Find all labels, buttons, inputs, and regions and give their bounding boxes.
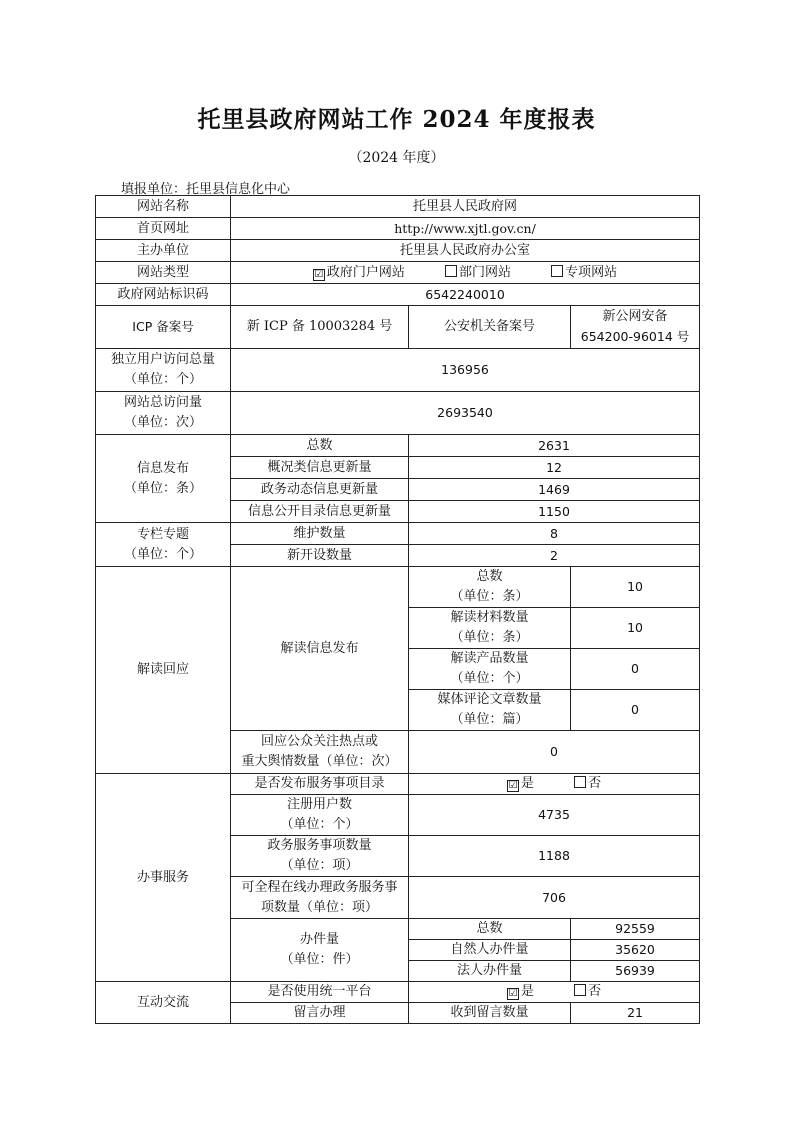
site-code-value: 6542240010 (231, 284, 700, 306)
items-label-line2: （单位：项） (280, 858, 359, 873)
icp-value: 新 ICP 备 10003284 号 (231, 306, 409, 349)
interpret-row-label (409, 649, 571, 690)
pv-label (96, 392, 231, 435)
filing-unit: 填报单位：托里县信息化中心 (121, 182, 291, 197)
interpret-row-label-line2: （单位：篇） (450, 712, 529, 727)
columns-row-value: 8 (409, 523, 700, 545)
platform-yes-label: 是 (520, 984, 534, 999)
platform-option-yes[interactable] (507, 982, 534, 1002)
columns-group-line1: 专栏专题 (136, 526, 189, 542)
cases-row-value: 56939 (571, 961, 700, 982)
row-columns-maintained (96, 523, 700, 545)
site-name-label: 网站名称 (96, 196, 231, 218)
info-row-value: 1469 (409, 479, 700, 501)
cases-row-value: 92559 (571, 919, 700, 940)
uv-label-line2: （单位：个） (123, 372, 202, 387)
interpret-row-label-line1: 解读产品数量 (450, 651, 529, 666)
response-value: 0 (409, 731, 700, 774)
sponsor-label: 主办单位 (96, 240, 231, 262)
checkbox-icon[interactable] (551, 265, 563, 277)
columns-row-label: 新开设数量 (231, 545, 409, 567)
platform-options (409, 982, 700, 1003)
cases-row-label: 法人办件量 (409, 961, 571, 982)
interpret-row-label (409, 567, 571, 608)
online-label-line1: 可全程在线办理政务服务事 (241, 879, 398, 895)
checkbox-icon[interactable] (445, 265, 457, 277)
cases-row-label: 自然人办件量 (409, 940, 571, 961)
cases-label-line1: 办件量 (299, 932, 339, 947)
interpret-row-label (409, 608, 571, 649)
columns-row-label: 维护数量 (231, 523, 409, 545)
response-label (231, 731, 409, 774)
checkbox-icon[interactable]: ☑ (508, 988, 518, 999)
site-type-options (231, 262, 700, 284)
site-type-label: 网站类型 (96, 262, 231, 284)
interpret-group-label: 解读回应 (96, 567, 231, 774)
interpret-sub-label: 解读信息发布 (231, 567, 409, 731)
psb-label: 公安机关备案号 (409, 306, 571, 349)
row-sponsor (96, 240, 700, 262)
row-site-type (96, 262, 700, 284)
interpret-row-value: 10 (571, 567, 700, 608)
row-unique-visitors (96, 349, 700, 392)
interpret-row-label-line1: 总数 (476, 569, 503, 584)
interpret-row-label-line2: （单位：条） (450, 630, 529, 645)
type-option-special[interactable] (551, 263, 617, 283)
info-row-value: 2631 (409, 435, 700, 457)
sponsor-value: 托里县人民政府办公室 (231, 240, 700, 262)
homepage-url[interactable]: http://www.xjtl.gov.cn/ (231, 218, 700, 240)
columns-group-line2: （单位：个） (123, 546, 202, 562)
row-icp (96, 306, 700, 349)
users-label-line1: 注册用户数 (286, 797, 352, 812)
interpret-row-label-line1: 解读材料数量 (450, 610, 529, 625)
info-row-value: 1150 (409, 501, 700, 523)
checkbox-icon[interactable] (574, 984, 586, 996)
psb-value-line2: 654200-96014 号 (580, 329, 690, 344)
msg-label: 留言办理 (231, 1003, 409, 1024)
catalog-options (409, 774, 700, 795)
cases-label-line2: （单位：件） (280, 952, 359, 967)
row-homepage (96, 218, 700, 240)
row-site-name (96, 196, 700, 218)
type-option-label: 政府门户网站 (326, 264, 405, 280)
info-group-label (96, 435, 231, 523)
cases-row-label: 总数 (409, 919, 571, 940)
uv-label-line1: 独立用户访问总量 (110, 352, 215, 367)
catalog-option-no[interactable] (574, 774, 601, 794)
catalog-label: 是否发布服务事项目录 (231, 774, 409, 795)
pv-label-line1: 网站总访问量 (123, 395, 202, 410)
info-row-label: 概况类信息更新量 (231, 457, 409, 479)
homepage-label: 首页网址 (96, 218, 231, 240)
site-name-value: 托里县人民政府网 (231, 196, 700, 218)
row-service-catalog (96, 774, 700, 795)
report-title: 托里县政府网站工作 2024 年度报表 (197, 106, 596, 133)
platform-label: 是否使用统一平台 (231, 982, 409, 1003)
interpret-row-label-line2: （单位：条） (450, 589, 529, 604)
checkbox-icon[interactable]: ☑ (314, 268, 324, 280)
interact-group-label: 互动交流 (96, 982, 231, 1024)
columns-group-label (96, 523, 231, 567)
catalog-option-yes[interactable] (507, 774, 534, 794)
checkbox-icon[interactable]: ☑ (508, 780, 518, 791)
info-group-line2: （单位：条） (123, 480, 202, 496)
report-table (95, 195, 700, 1024)
response-label-line1: 回应公众关注热点或 (260, 734, 378, 749)
msg-count-value: 21 (571, 1003, 700, 1024)
pv-value: 2693540 (231, 392, 700, 435)
interpret-row-label-line1: 媒体评论文章数量 (437, 692, 542, 707)
info-group-line1: 信息发布 (136, 460, 189, 476)
msg-count-label: 收到留言数量 (409, 1003, 571, 1024)
type-option-label: 部门网站 (459, 264, 512, 280)
interpret-row-label (409, 690, 571, 731)
users-label (231, 795, 409, 836)
online-value: 706 (409, 877, 700, 919)
info-row-label: 政务动态信息更新量 (231, 479, 409, 501)
site-code-label: 政府网站标识码 (96, 284, 231, 306)
platform-option-no[interactable] (574, 982, 601, 1002)
info-row-label: 总数 (231, 435, 409, 457)
interpret-row-value: 10 (571, 608, 700, 649)
type-option-portal[interactable] (313, 263, 405, 283)
items-value: 1188 (409, 836, 700, 877)
info-row-label: 信息公开目录信息更新量 (231, 501, 409, 523)
psb-value-line1: 新公网安备 (602, 309, 668, 324)
icp-label: ICP 备案号 (96, 306, 231, 349)
interpret-row-value: 0 (571, 649, 700, 690)
row-interact-platform (96, 982, 700, 1003)
users-label-line2: （单位：个） (280, 817, 359, 832)
cases-label (231, 919, 409, 982)
users-value: 4735 (409, 795, 700, 836)
interpret-row-label-line2: （单位：个） (450, 671, 529, 686)
catalog-no-label: 否 (588, 776, 602, 791)
items-label-line1: 政务服务事项数量 (267, 838, 372, 853)
type-option-department[interactable] (445, 263, 511, 283)
checkbox-icon[interactable] (574, 776, 586, 788)
response-label-line2: 重大舆情数量（单位：次） (241, 754, 398, 769)
row-info-total (96, 435, 700, 457)
platform-no-label: 否 (588, 984, 602, 999)
items-label (231, 836, 409, 877)
uv-value: 136956 (231, 349, 700, 392)
row-interpret-total (96, 567, 700, 608)
online-label-line2: 项数量（单位：项） (260, 899, 378, 915)
info-row-value: 12 (409, 457, 700, 479)
report-subtitle: （2024 年度） (348, 150, 445, 166)
pv-label-line2: （单位：次） (123, 415, 202, 430)
uv-label (96, 349, 231, 392)
catalog-yes-label: 是 (520, 776, 534, 791)
type-option-label: 专项网站 (565, 264, 618, 280)
cases-row-value: 35620 (571, 940, 700, 961)
psb-value (571, 306, 700, 349)
columns-row-value: 2 (409, 545, 700, 567)
online-label (231, 877, 409, 919)
row-site-code (96, 284, 700, 306)
row-page-views (96, 392, 700, 435)
service-group-label: 办事服务 (96, 774, 231, 982)
interpret-row-value: 0 (571, 690, 700, 731)
